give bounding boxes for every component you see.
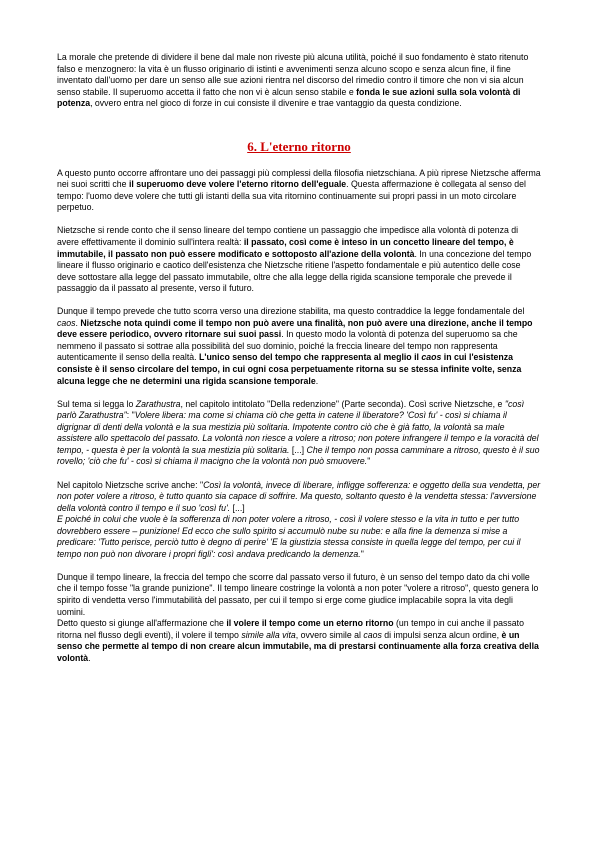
text-run: " [367,456,371,467]
text-run: Dunque il tempo prevede che tutto scorra verso una direzione stabilita, ma questo contraddice la legge fondamentale del [57,306,525,317]
text-run: Detto questo si giunge all'affermazione che [57,618,227,629]
text-run: : " [126,410,135,421]
paragraph-tempo-lineare [57,572,541,618]
paragraph-morale [57,52,541,110]
italic-run: caos [363,629,382,640]
text-run: . [315,375,319,386]
bold-run: il superuomo deve volere l'eterno ritorno dell'eguale [128,179,347,190]
text-run: [...] [230,502,245,513]
section-heading: 6. L'eterno ritorno [247,138,351,154]
text-run: . [75,317,81,328]
bold-run: Nietzsche nota quindi come il tempo non può avere una finalità, non può avere una direzione, anche il tempo deve essere periodico, ovvero ritornare sui suoi passi [57,317,533,340]
italic-run: Volere libera: ma come si chiama ciò che getta in catene il liberatore? 'Così fu' - così si chiama il digrignar di denti della volontà e la sua mestizia più solitaria. Impotente contro ciò che è già fatto, la volontà sa male assistere allo spettacolo del passato. La volontà non riesce a volere a ritroso; non potere infrangere il tempo e la voracità del tempo, - questa è per la volontà la sua mestizia più solitaria. [57,410,539,455]
text-run: di impulsi senza alcun ordine, [381,629,502,640]
bold-run: è un senso che permette al tempo di non creare alcun immutabile, ma di prestarsi continuamente alla forza creativa della volontà [57,629,539,663]
text-run: . In una concezione del tempo lineare il flusso originario e caotico dell'esistenza che Nietzsche ritiene l'aspetto fondamentale e più autentico delle cose deve sottostare alla legge del passato immutabile, oltre che alla legge della rigida scansione temporale che prevede il passaggio da il passato al presente, verso il futuro. [57,248,532,294]
text-run: Nietzsche si rende conto che il senso lineare del tempo contiene un passaggio che impedisce alla volontà di potenza di avere effettivamente il dominio sull'intera realtà: [57,225,519,248]
italic-run: Così la volontà, invece di liberare, infligge sofferenza: e oggetto della sua vendetta, per non poter volere a ritroso, è tutto quanto sia capace di soffrire. Ma questo, soltanto questo è la vendetta stessa: l'avversione della volontà contro il tempo e il suo 'così fu'. [57,479,541,513]
text-run: . Questa affermazione è collegata al senso del tempo: l'uomo deve volere che tutti gli istanti della sua vita ritornino continuamente sui propri passi in un moto circolare perpetuo. [57,179,526,213]
bold-run: il passato, così come è inteso in un concetto lineare del tempo, è immutabile, il passato non può essere modificato e sottoposto all'azione della volontà [57,237,514,259]
paragraph-vendetta-quote [57,480,541,561]
text-run: [...] [289,444,307,455]
text-run: . [88,652,91,663]
bold-run: il volere il tempo come un eterno ritorno [226,618,394,629]
text-run: , nel capitolo intitolato "Della redenzione" (Parte seconda). Così scrive Nietzsche, e [180,398,505,409]
text-run: Dunque il tempo lineare, la freccia del tempo che scorre dal passato verso il futuro, è un senso del tempo dato da chi volle che il tempo fosse "la grande punizione". Il tempo lineare costringe la volontà a non poter "volere a ritroso", questo genera lo spirito di vendetta verso l'immutabilità del passato, per cui il tempo si erge come giudice implacabile sopra la vita degli uomini. [57,571,539,617]
bold-run: L'unico senso del tempo che rappresenta al meglio il [199,352,422,363]
text-run: Sul tema si legga lo [57,398,136,409]
document-page [57,52,541,664]
text-run: La morale che pretende di dividere il bene dal male non riveste più alcuna utilità, poiché il suo fondamento è stato ritenuto falso e menzognero: la vita è un flusso originario di istinti e avvenimenti senza alcuno scopo e senza alcun fine, il fine inventato dall'uomo per dare un senso alle sue azioni rientra nel discorso del rimedio contro il timore che non vi sia alcun senso stabile. Il superuomo accetta il fatto che non vi è alcun senso stabile e [57,52,529,97]
italic-run: "così parlò Zarathustra" [57,398,524,421]
text-run: Nel capitolo Nietzsche scrive anche: " [57,479,204,490]
text-run: . In questo modo la volontà di potenza del superuomo sa che nemmeno il passato si sottrae alla possibilità del suo dominio, poiché la freccia lineare del tempo non rappresenta autenticamente il senso della realtà. [57,329,518,363]
italic-run: simile alla vita [241,629,296,640]
text-run: " [360,548,364,559]
italic-run: Che il tempo non possa camminare a ritroso, questo è il suo rovello; 'ciò che fu' - così si chiama il macigno che la volontà non può smuovere. [57,444,540,467]
text-run: A questo punto occorre affrontare uno dei passaggi più complessi della filosofia nietzschiana. A più riprese Nietzsche afferma nei suoi scritti che [57,167,541,190]
text-run: (un tempo in cui anche il passato ritorna nel flusso degli eventi), il volere il tempo [57,618,524,640]
italic-run: E poiché in colui che vuole è la sofferenza di non poter volere a ritroso, - così il volere stesso e la vita in tutto e per tutto dovrebbero essere – punizione! Ed ecco che sullo spirito si accumulò nube su nube: e alla fine la demenza si mise a predicare: 'Tutto perisce, perciò tutto è degno di perire' 'E la giustizia stessa consiste in quella legge del tempo, per cui il tempo non può non divorare i propri figli': così andava predicando la demenza. [57,514,521,559]
paragraph-senso-lineare [57,225,541,294]
paragraph-zarathustra-quote [57,399,541,468]
italic-run: Zarathustra [135,398,181,409]
paragraph-eterno-ritorno-intro [57,168,541,214]
text-run: , ovvero entra nel gioco di forze in cui consiste il divenire e trae vantaggio da questa condizione. [90,98,462,109]
paragraph-caos [57,306,541,387]
bold-run: fonda le sue azioni sulla sola volontà di potenza [57,86,521,109]
paragraph-conclusione [57,618,541,664]
italic-run: caos [57,317,76,328]
text-run: , ovvero simile al [295,629,364,640]
bold-italic-run: caos [421,352,442,363]
bold-run: in cui l'esistenza consiste è il senso circolare del tempo, in cui ogni cosa perpetuamente ritorna su se stessa infinite volte, senza alcuna legge che ne determini una rigida scansione temporale [57,352,522,386]
